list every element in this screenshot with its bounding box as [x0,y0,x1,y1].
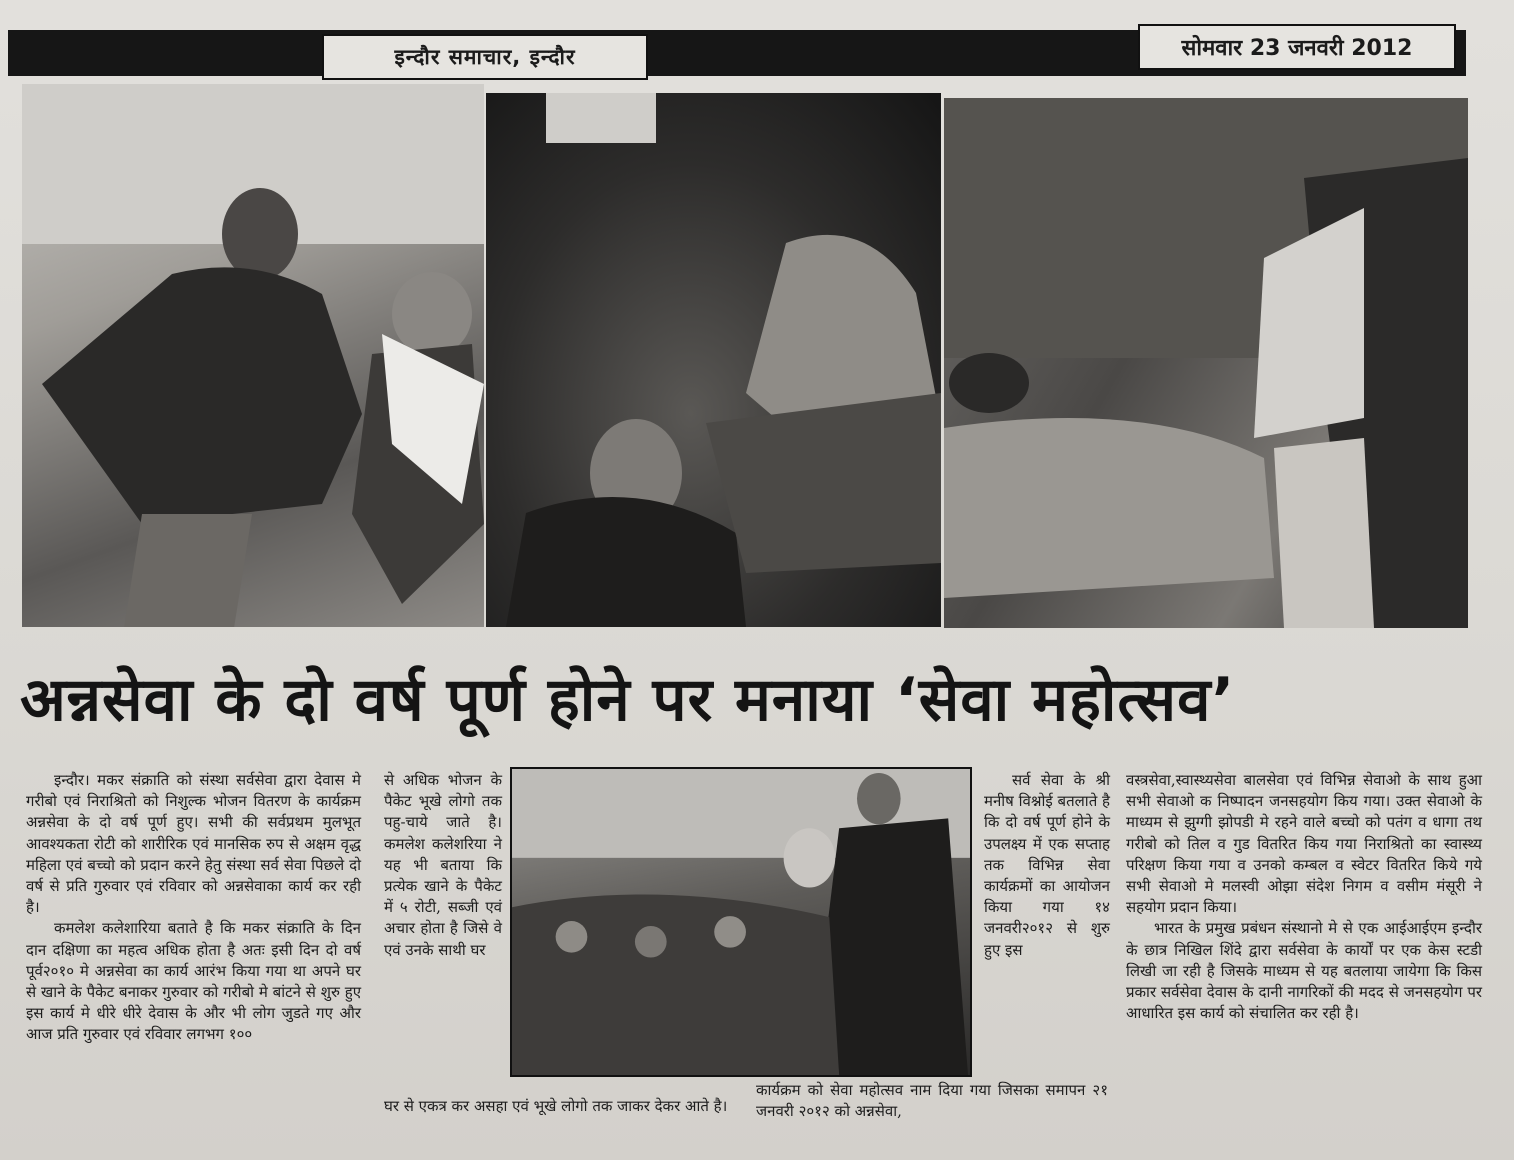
photo-man-giving-packet [22,84,484,627]
photo-woman-seated [486,93,941,627]
article-paragraph: से अधिक भोजन के पैकेट भूखे लोगो तक पहु-चाये जाते है। कमलेश कलेशरिया ने यह भी बताया कि प्रत्येक खाने के पैकेट में ५ रोटी, सब्जी एवं अचार होता है जिसे वे एवं उनके साथी घर [384,771,502,959]
article-paragraph: घर से एकत्र कर असहा एवं भूखे लोगो तक जाकर देकर आते है। [384,1097,728,1115]
article-column-2-continuation [384,1096,740,1117]
photo-person-sleeping [944,98,1468,628]
article-paragraph: इन्दौर। मकर संक्राति को संस्था सर्वसेवा द्वारा देवास मे गरीबो एवं निराश्रितो को निशुल्क भोजन वितरण के कार्यक्रम अन्नसेवा के दो वर्ष पूर्ण हुए। सभी की सर्वप्रथम मुलभूत आवश्यकता रोटी को शारीरिक एवं मानसिक रुप से अक्षम वृद्ध महिला एवं बच्चो को प्रदान करने हेतु संस्था सर्व सेवा पिछले दो वर्ष से प्रति गुरुवार एवं रविवार को अन्नसेवाका कार्य कर रही है। [26,771,361,917]
article-column-3-continuation [756,1080,1108,1122]
article-paragraph: सर्व सेवा के श्री मनीष विश्नोई बतलाते है कि दो वर्ष पूर्ण होने के उपलक्ष्य में एक सप्ताह तक विभिन्न सेवा कार्यक्रमों का आयोजन किया गया १४ जनवरी२०१२ से शुरु हुए इस [984,771,1110,959]
headline: अन्नसेवा के दो वर्ष पूर्ण होने पर मनाया ‘सेवा महोत्सव’ [20,665,1236,735]
publication-date: सोमवार 23 जनवरी 2012 [1138,24,1456,70]
article-column-2 [384,770,502,961]
article-paragraph: कार्यक्रम को सेवा महोत्सव नाम दिया गया जिसका समापन २१ जनवरी २०१२ को अन्नसेवा, [756,1081,1108,1121]
article-column-1 [26,770,361,1046]
article-paragraph: भारत के प्रमुख प्रबंधन संस्थानो मे से एक आईआईएम इन्दौर के छात्र निखिल शिंदे द्वारा सर्वसेवा के कार्यों पर एक केस स्टडी लिखी जा रही है जिसके माध्यम से यह बतलाया जायेगा कि किस प्रकार सर्वसेवा देवास के दानी नागरिकों की मदद से जनसहयोग पर आधारित इस कार्य को संचालित कर रही है। [1126,919,1482,1023]
article-column-3 [984,770,1110,961]
article-paragraph: वस्त्रसेवा,स्वास्थ्यसेवा बालसेवा एवं विभिन्न सेवाओ के साथ हुआ सभी सेवाओ क निष्पादन जनसहयोग किय गया। उक्त सेवाओ के माध्यम से झुग्गी झोपडी मे रहने वाले बच्चो को पतंग व धागा तथ गरीबो को तिल व गुड वितरित किय गया निराश्रितो का स्वास्थ्य परिक्षण किया गया व उनको कम्बल व स्वेटर वितरित किये गये सभी सेवाओ मे मलस्वी ओझा संदेश निगम व वसीम मंसूरी ने सहयोग प्रदान किया। [1126,771,1482,917]
photo-crowd-receiving-food [510,767,972,1077]
newspaper-name: इन्दौर समाचार, इन्दौर [322,34,648,80]
article-column-4 [1126,770,1482,1024]
article-paragraph: कमलेश कलेशारिया बताते है कि मकर संक्राति के दिन दान दक्षिणा का महत्व अधिक होता है अतः इसी दिन दो वर्ष पूर्व२०१० मे अन्नसेवा का कार्य आरंभ किया गया था अपने घर से खाने के पैकेट बनाकर गुरुवार को गरीबो मे बांटने से शुरु हुए इस कार्य मे धीरे धीरे देवास के और भी लोग जुडते गए और आज प्रति गुरुवार एवं रविवार लगभग १०० [26,919,361,1044]
